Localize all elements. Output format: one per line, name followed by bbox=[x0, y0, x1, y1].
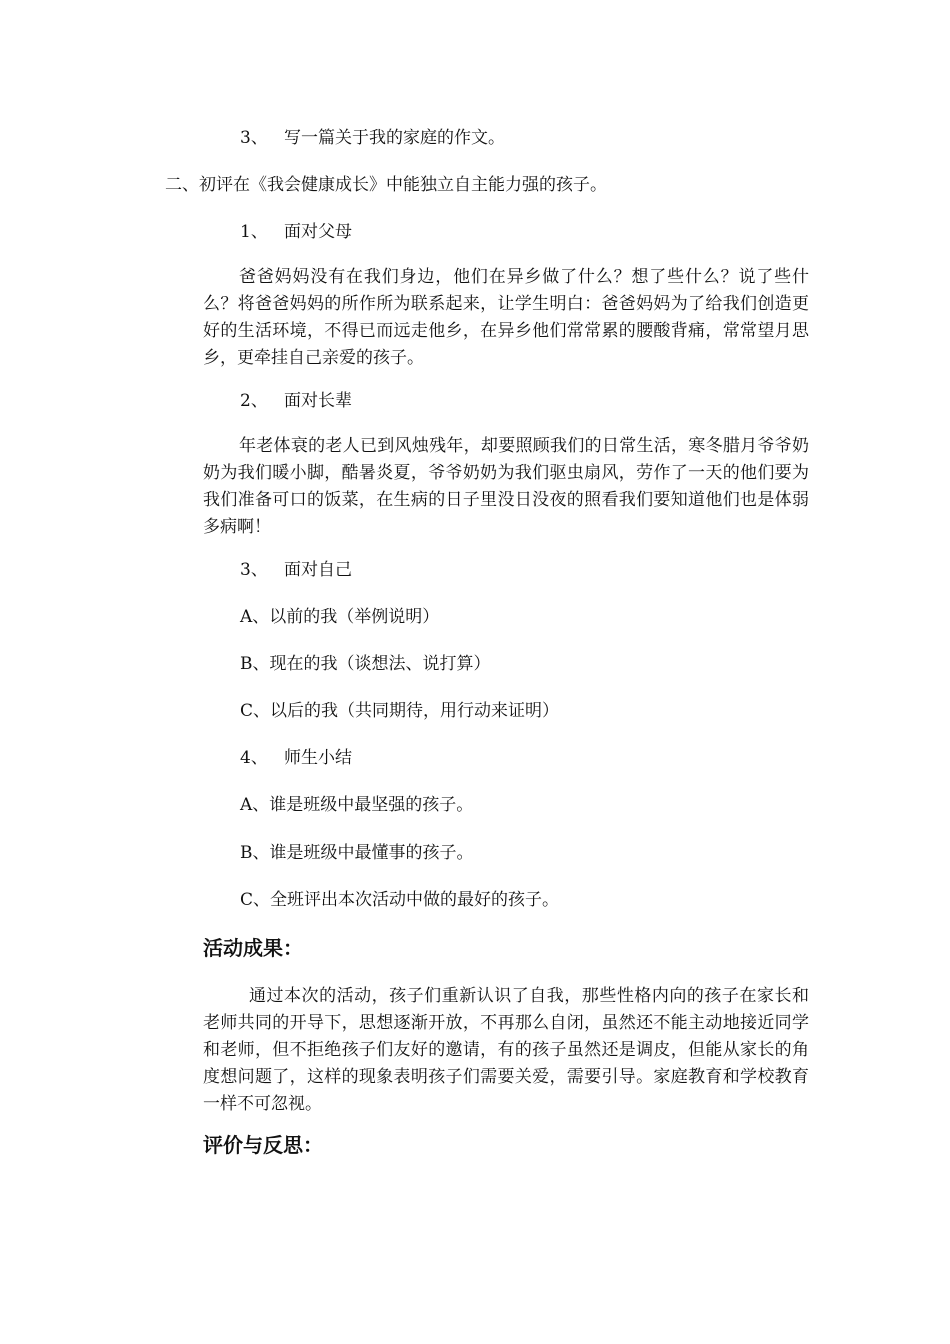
item-number: 2、 bbox=[240, 391, 268, 411]
self-item-a: A、以前的我（举例说明） bbox=[240, 607, 440, 627]
item-face-self bbox=[240, 557, 352, 583]
elders-paragraph: 年老体衰的老人已到风烛残年，却要照顾我们的日常生活，寒冬腊月爷爷奶奶为我们暖小脚，酷暑炎夏，爷爷奶奶为我们驱虫扇风，劳作了一天的他们要为我们准备可口的饭菜，在生病的日子里没日没夜的照看我们要知道他们也是体弱多病啊！ bbox=[203, 436, 809, 537]
item-text: 面对长辈 bbox=[284, 391, 352, 411]
item-text: 面对父母 bbox=[284, 222, 352, 242]
item-face-elders bbox=[240, 388, 352, 414]
item-number: 3、 bbox=[240, 560, 268, 580]
item-number: 1、 bbox=[240, 222, 268, 242]
parents-paragraph: 爸爸妈妈没有在我们身边，他们在异乡做了什么？想了些什么？说了些什么？将爸爸妈妈的所作所为联系起来，让学生明白：爸爸妈妈为了给我们创造更好的生活环境，不得已而远走他乡，在异乡他们常常累的腰酸背痛，常常望月思乡，更牵挂自己亲爱的孩子。 bbox=[203, 267, 809, 368]
item-write-essay bbox=[240, 125, 505, 151]
summary-item-b: B、谁是班级中最懂事的孩子。 bbox=[240, 843, 474, 863]
results-paragraph: 通过本次的活动，孩子们重新认识了自我，那些性格内向的孩子在家长和老师共同的开导下，思想逐渐开放，不再那么自闭，虽然还不能主动地接近同学和老师，但不拒绝孩子们友好的邀请，有的孩子虽然还是调皮，但能从家长的角度想问题了，这样的现象表明孩子们需要关爱，需要引导。家庭教育和学校教育一样不可忽视。 bbox=[203, 986, 809, 1114]
summary-item-a: A、谁是班级中最坚强的孩子。 bbox=[240, 795, 474, 815]
reflection-heading: 评价与反思： bbox=[203, 1133, 323, 1157]
section-two-heading: 二、初评在《我会健康成长》中能独立自主能力强的孩子。 bbox=[165, 175, 607, 195]
summary-item-c: C、全班评出本次活动中做的最好的孩子。 bbox=[240, 890, 560, 910]
item-face-parents bbox=[240, 219, 352, 245]
item-number: 3、 bbox=[240, 128, 268, 148]
item-summary bbox=[240, 745, 352, 771]
results-heading: 活动成果： bbox=[203, 936, 303, 960]
item-number: 4、 bbox=[240, 748, 268, 768]
item-text: 写一篇关于我的家庭的作文。 bbox=[284, 128, 505, 148]
item-text: 师生小结 bbox=[284, 748, 352, 768]
item-text: 面对自己 bbox=[284, 560, 352, 580]
self-item-b: B、现在的我（谈想法、说打算） bbox=[240, 654, 491, 674]
self-item-c: C、以后的我（共同期待，用行动来证明） bbox=[240, 701, 560, 721]
